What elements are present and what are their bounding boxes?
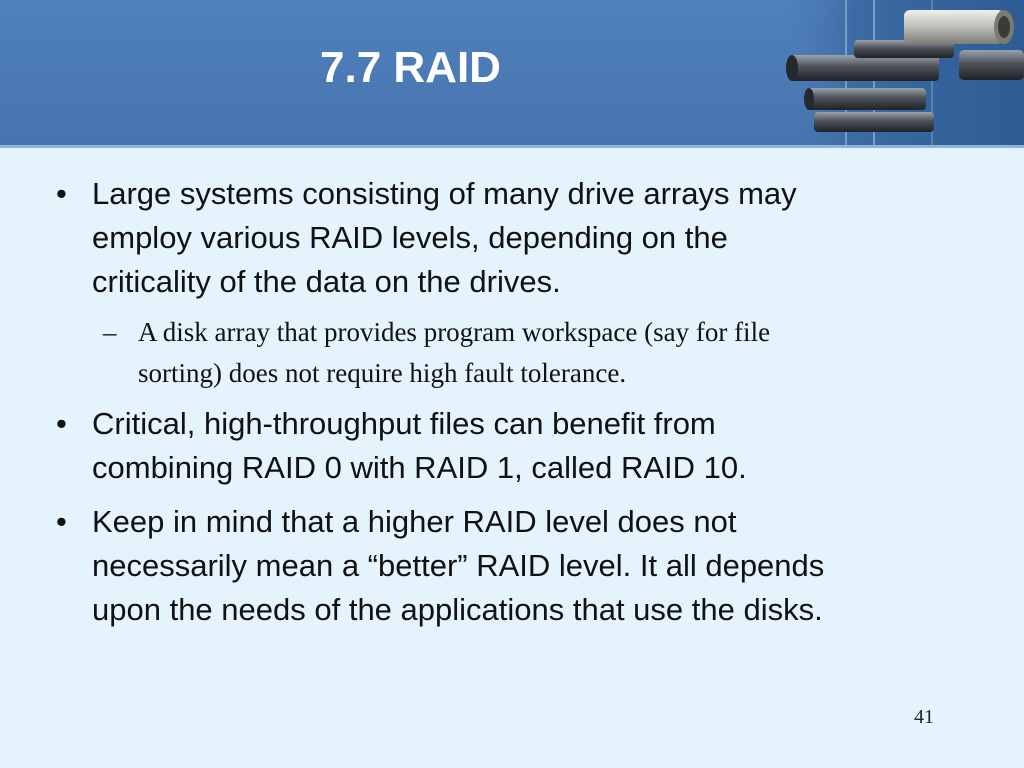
bullet-2-line-1: Critical, high-throughput files can benefit from bbox=[92, 406, 716, 441]
sub-bullet-line-2: sorting) does not require high fault tolerance. bbox=[138, 358, 627, 388]
bullet-marker: • bbox=[56, 504, 67, 539]
bullet-1-line-3: criticality of the data on the drives. bbox=[92, 264, 561, 299]
bullet-marker: • bbox=[56, 406, 67, 441]
bullet-1-line-2: employ various RAID levels, depending on the bbox=[92, 220, 728, 255]
sub-bullet-line-1: A disk array that provides program workspace (say for file bbox=[138, 317, 771, 347]
bullet-2-line-2: combining RAID 0 with RAID 1, called RAID 10. bbox=[92, 450, 747, 485]
bullet-3-line-2: necessarily mean a “better” RAID level. It all depends bbox=[92, 548, 825, 583]
bullet-3-line-1: Keep in mind that a higher RAID level does not bbox=[92, 504, 737, 539]
slide-title: 7.7 RAID bbox=[320, 43, 501, 92]
sub-bullet-marker: – bbox=[103, 317, 117, 347]
page-number: 41 bbox=[914, 706, 934, 728]
bullet-1-line-1: Large systems consisting of many drive arrays may bbox=[92, 176, 797, 211]
bullet-3-line-3: upon the needs of the applications that use the disks. bbox=[92, 592, 823, 627]
bullet-marker: • bbox=[56, 176, 67, 211]
